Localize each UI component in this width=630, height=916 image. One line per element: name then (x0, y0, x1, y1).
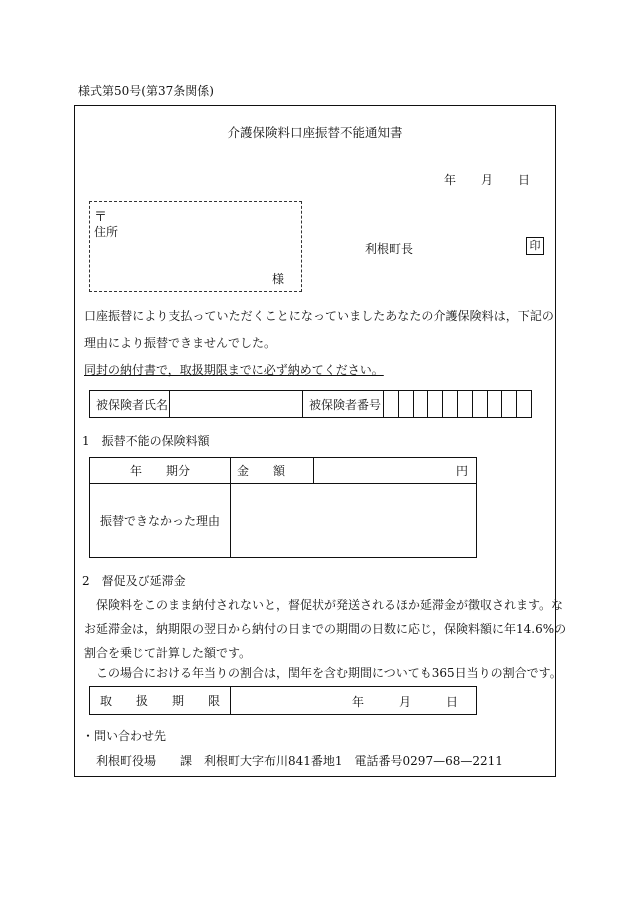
insured-info-table (89, 390, 532, 418)
section2-heading: 2 督促及び延滞金 (82, 574, 186, 588)
address-label: 住所 (94, 225, 119, 239)
amount-table (89, 457, 477, 558)
date-year: 年 (444, 173, 457, 187)
postal-mark: 〒 (94, 210, 108, 225)
insured-number-digit[interactable] (502, 391, 517, 418)
deadline-day: 日 (446, 695, 459, 709)
insured-number-digit[interactable] (428, 391, 443, 418)
deadline-label: 取 扱 期 限 (90, 687, 231, 715)
seal-mark: 印 (526, 237, 544, 255)
section2-text-line3: 割合を乗じて計算した額です。 (84, 646, 252, 660)
insured-number-digit[interactable] (413, 391, 428, 418)
date-month: 月 (481, 173, 494, 187)
insured-number-digit[interactable] (487, 391, 502, 418)
insured-name-field[interactable] (170, 391, 303, 418)
contact-line: 利根町役場 課 利根町大字布川841番地1 電話番号0297—68—2211 (96, 754, 503, 768)
date-day: 日 (518, 173, 531, 187)
section1-heading: 1 振替不能の保険料額 (82, 434, 210, 448)
deadline-table (89, 686, 477, 715)
document-title: 介護保険料口座振替不能通知書 (227, 125, 403, 140)
issuer-name: 利根町長 (365, 242, 414, 256)
insured-number-digit[interactable] (457, 391, 472, 418)
deadline-year: 年 (352, 695, 365, 709)
period-label: 年 期分 (90, 458, 231, 484)
contact-heading: ・問い合わせ先 (82, 729, 167, 743)
body-text-line1: 口座振替により支払っていただくことになっていましたあなたの介護保険料は，下記の (84, 309, 554, 323)
amount-field[interactable] (314, 458, 477, 484)
amount-label: 金 額 (231, 458, 314, 484)
insured-number-digit[interactable] (384, 391, 399, 418)
yen-unit: 円 (455, 464, 468, 478)
body-text-line2: 理由により振替できませんでした。 (84, 336, 277, 350)
reason-field[interactable] (231, 484, 477, 558)
insured-number-digit[interactable] (398, 391, 413, 418)
insured-name-label: 被保険者氏名 (90, 391, 170, 418)
deadline-month: 月 (399, 695, 412, 709)
body-text-line3: 同封の納付書で，取扱期限までに必ず納めてください。 (84, 363, 384, 377)
insured-number-label: 被保険者番号 (303, 391, 384, 418)
section2-text-line1: 保険料をこのまま納付されないと，督促状が発送されるほか延滞金が徴収されます。な (96, 598, 564, 612)
reason-label: 振替できなかった理由 (90, 484, 231, 558)
insured-number-digit[interactable] (443, 391, 458, 418)
deadline-date-field[interactable] (231, 687, 477, 715)
section2-text-line4: この場合における年当りの割合は，閏年を含む期間についても365日当りの割合です。 (96, 666, 562, 680)
insured-number-digit[interactable] (472, 391, 487, 418)
honorific-label: 様 (272, 272, 285, 286)
form-number-label: 様式第50号(第37条関係) (78, 84, 214, 98)
section2-text-line2: お延滞金は，納期限の翌日から納付の日までの期間の日数に応じ，保険料額に年14.6%の (84, 622, 567, 636)
address-box (89, 201, 302, 292)
insured-number-digit[interactable] (517, 391, 532, 418)
